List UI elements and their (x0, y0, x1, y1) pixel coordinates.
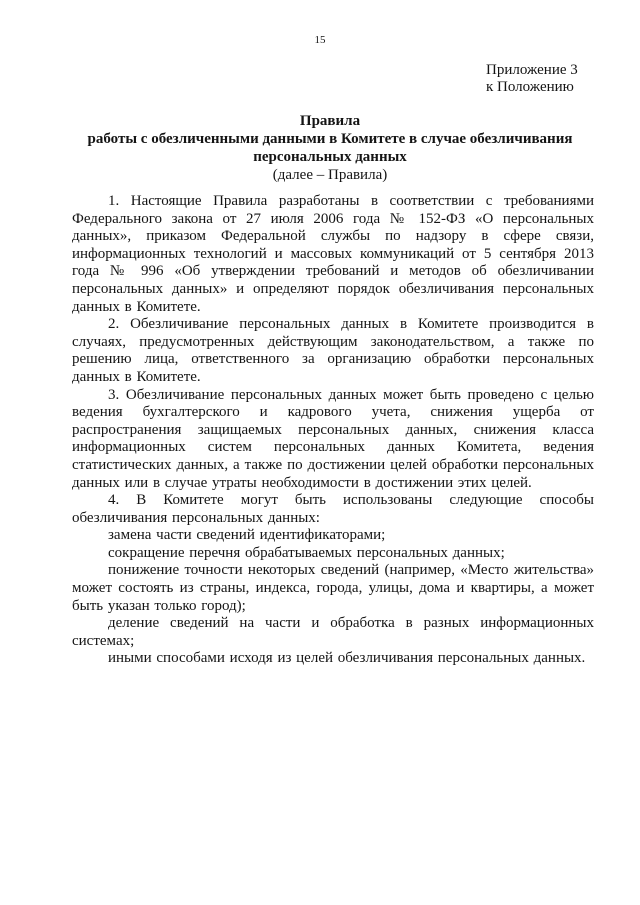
list-item-5: иными способами исходя из целей обезличивания персональных данных. (108, 650, 586, 667)
list-item-4: деление сведений на части и обработка в разных информационных системах; (72, 615, 594, 649)
appendix-reference (486, 62, 578, 96)
page-number: 15 (314, 34, 326, 46)
list-item-1: замена части сведений идентификаторами; (108, 527, 386, 544)
title-line-2: работы с обезличенными данными в Комитете в случае обезличивания (87, 131, 573, 147)
paragraph-4: 4. В Комитете могут быть использованы следующие способы обезличивания персональных данных: (72, 492, 594, 526)
appendix-line-2: к Положению (486, 79, 574, 95)
title-line-4: (далее – Правила) (272, 167, 388, 183)
paragraph-3: 3. Обезличивание персональных данных может быть проведено с целью ведения бухгалтерского и кадрового учета, снижения ущерба от распространения защищаемых персональных данных, снижения класса информационных систем персональных данных Комитета, ведения статистических данных, а также по достижении целей обработки персональных данных или в случае утраты необходимости в достижении этих целей. (72, 386, 594, 491)
paragraph-1: 1. Настоящие Правила разработаны в соответствии с требованиями Федерального закона от 27 июля 2006 года № 152-ФЗ «О персональных данных», приказом Федеральной службы по надзору в сфере связи, информационных технологий и массовых коммуникаций от 5 сентября 2013 года № 996 «Об утверждении требований и методов об обезличивании персональных данных» и определяют порядок обезличивания персональных данных в Комитете. (72, 193, 594, 315)
title-line-1: Правила (299, 113, 361, 129)
appendix-line-1: Приложение 3 (486, 62, 578, 78)
document-body (72, 193, 594, 668)
list-item-2: сокращение перечня обрабатываемых персональных данных; (108, 544, 505, 561)
title-line-3: персональных данных (253, 149, 407, 165)
paragraph-2: 2. Обезличивание персональных данных в Комитете производится в случаях, предусмотренных действующим законодательством, а также по решению лица, ответственного за организацию обработки персональных данных в Комитете. (72, 316, 594, 385)
list-item-3: понижение точности некоторых сведений (например, «Место жительства» может состоять из страны, индекса, города, улицы, дома и квартиры, а может быть указан только город); (72, 562, 594, 614)
document-title (80, 112, 580, 184)
